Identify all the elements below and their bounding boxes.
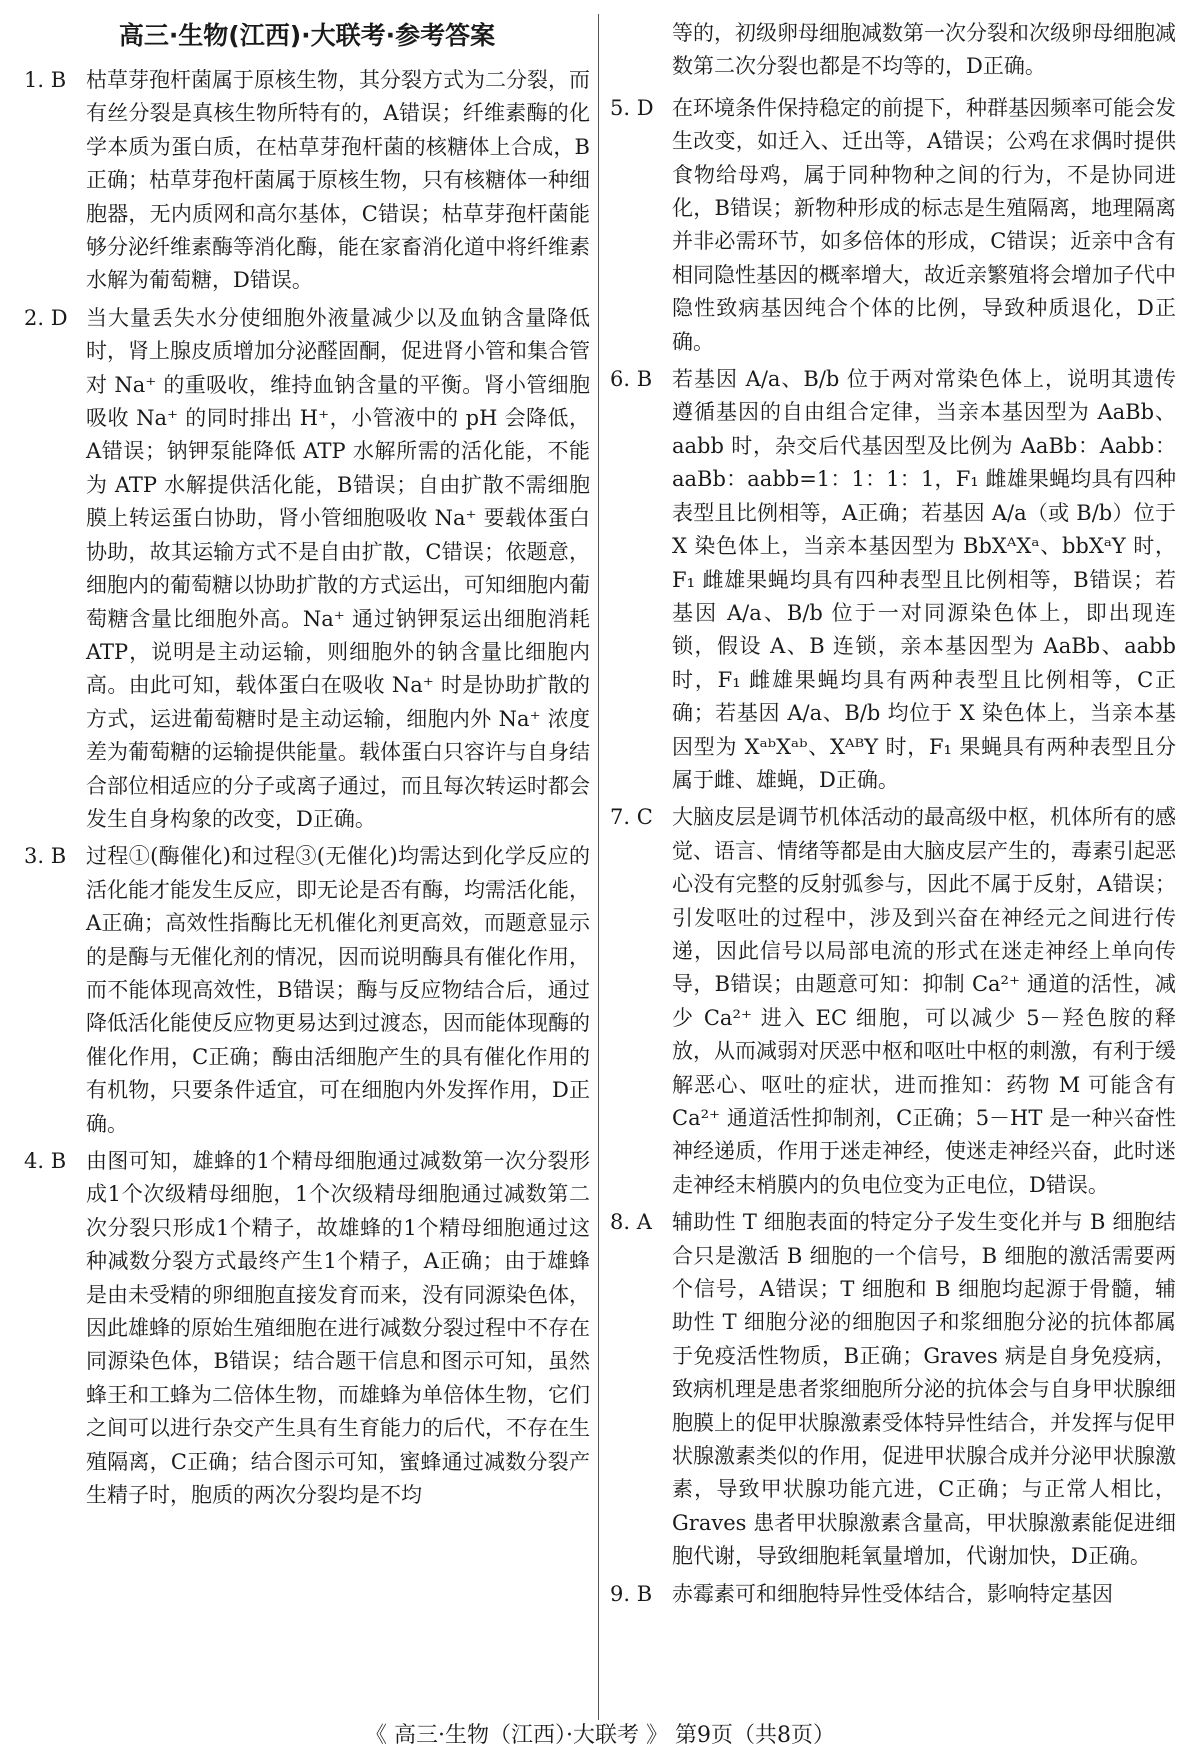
answer-item-7 [610, 801, 1176, 1202]
answer-item-1 [24, 64, 590, 298]
answer-item-4 [24, 1145, 590, 1512]
answer-item-2 [24, 302, 590, 837]
answer-number: 2. D [24, 305, 68, 330]
right-column [610, 0, 1176, 1615]
answer-explanation: 辅助性 T 细胞表面的特定分子发生变化并与 B 细胞结合只是激活 B 细胞的一个信号，B 细胞的激活需要两个信号，A错误；T 细胞和 B 细胞均起源于骨髓，辅助性 T 细胞分泌的细胞因子和浆细胞分泌的抗体都属于免疫活性物质，B正确；Graves 病是自身免疫病，致病机理是患者浆细胞所分泌的抗体会与自身甲状腺细胞膜上的促甲状腺激素受体特异性结合，并发挥与促甲状腺激素类似的作用，促进甲状腺合成并分泌甲状腺激素，导致甲状腺功能亢进，C正确；与正常人相比，Graves 患者甲状腺激素含量高，甲状腺激素能促进细胞代谢，导致细胞耗氧量增加，代谢加快，D正确。 [672, 1210, 1176, 1569]
answer-number: 8. A [610, 1210, 652, 1235]
answer-item-8 [610, 1206, 1176, 1573]
answer-number: 4. B [24, 1149, 67, 1173]
column-divider [598, 14, 599, 1720]
answer-number: 9. B [610, 1581, 653, 1606]
page-title: 高三·生物(江西)·大联考·参考答案 [118, 21, 496, 50]
answer-explanation: 由图可知，雄蜂的1个精母细胞通过减数第一次分裂形成1个次级精母细胞，1个次级精母细胞通过减数第二次分裂只形成1个精子，故雄蜂的1个精母细胞通过这种减数分裂方式最终产生1个精子，A正确；由于雄蜂是由未受精的卵细胞直接发育而来，没有同源染色体，因此雄蜂的原始生殖细胞在进行减数分裂过程中不存在同源染色体，B错误；结合题干信息和图示可知，虽然蜂王和工蜂为二倍体生物，而雄蜂为单倍体生物，它们之间可以进行杂交产生具有生育能力的后代，不存在生殖隔离，C正确；结合图示可知，蜜蜂通过减数分裂产生精子时，胞质的两次分裂均是不均 [86, 1149, 590, 1508]
answer-number: 1. B [24, 68, 67, 92]
answer-item-3 [24, 840, 590, 1141]
answer-explanation: 在环境条件保持稳定的前提下，种群基因频率可能会发生改变，如迁入、迁出等，A错误；公鸡在求偶时提供食物给母鸡，属于同种物种之间的行为，不是协同进化，B错误；新物种形成的标志是生殖隔离，地理隔离并非必需环节，如多倍体的形成，C错误；近亲中含有相同隐性基因的概率增大，故近亲繁殖将会增加子代中隐性致病基因纯合个体的比例，导致种质退化，D正确。 [672, 95, 1176, 354]
answer-explanation: 过程①(酶催化)和过程③(无催化)均需达到化学反应的活化能才能发生反应，即无论是否有酶，均需活化能，A正确；高效性指酶比无机催化剂更高效，而题意显示的是酶与无催化剂的情况，因而说明酶具有催化作用，而不能体现高效性，B错误；酶与反应物结合后，通过降低活化能使反应物更易达到过渡态，因而能体现酶的催化作用，C正确；酶由活细胞产生的具有催化作用的有机物，只要条件适宜，可在细胞内外发挥作用，D正确。 [86, 844, 590, 1136]
answer-item-6 [610, 363, 1176, 797]
answer-number: 3. B [24, 844, 67, 869]
answer-4-continuation: 等的，初级卵母细胞减数第一次分裂和次级卵母细胞减数第二次分裂也都是不均等的，D正确。 [672, 21, 1176, 79]
answer-number: 5. D [610, 95, 654, 120]
answer-item-9 [610, 1578, 1176, 1611]
answer-explanation: 枯草芽孢杆菌属于原核生物，其分裂方式为二分裂，而有丝分裂是真核生物所特有的，A错误；纤维素酶的化学本质为蛋白质，在枯草芽孢杆菌的核糖体上合成，B正确；枯草芽孢杆菌属于原核生物，只有核糖体一种细胞器，无内质网和高尔基体，C错误；枯草芽孢杆菌能够分泌纤维素酶等消化酶，能在家畜消化道中将纤维素水解为葡萄糖，D错误。 [86, 68, 590, 293]
answer-explanation: 若基因 A/a、B/b 位于两对常染色体上，说明其遗传遵循基因的自由组合定律，当亲本基因型为 AaBb、aabb 时，杂交后代基因型及比例为 AaBb：Aabb：aaBb：aabb=1：1：1：1，F₁ 雌雄果蝇均具有四种表型且比例相等，A正确；若基因 A/a（或 B/b）位于 X 染色体上，当亲本基因型为 BbXᴬXᵃ、bbXᵃY 时，F₁ 雌雄果蝇均具有四种表型且比例相等，B错误；若基因 A/a、B/b 位于一对同源染色体上，即出现连锁，假设 A、B 连锁，亲本基因型为 AaBb、aabb 时，F₁ 雌雄果蝇均具有两种表型且比例相等，C正确；若基因 A/a、B/b 均位于 X 染色体上，当亲本基因型为 XᵃᵇXᵃᵇ、XᴬᴮY 时，F₁ 果蝇具有两种表型且分属于雌、雄蝇，D正确。 [672, 367, 1176, 792]
page-footer: 《 高三·生物（江西）·大联考 》 第9页（共8页） [365, 1723, 835, 1748]
answer-number: 6. B [610, 367, 653, 392]
answer-number: 7. C [610, 805, 653, 830]
answer-item-5 [610, 92, 1176, 359]
answer-explanation: 大脑皮层是调节机体活动的最高级中枢，机体所有的感觉、语言、情绪等都是由大脑皮层产生的，毒素引起恶心没有完整的反射弧参与，因此不属于反射，A错误；引发呕吐的过程中，涉及到兴奋在神经元之间进行传递，因此信号以局部电流的形式在迷走神经上单向传导，B错误；由题意可知：抑制 Ca²⁺ 通道的活性，减少 Ca²⁺ 进入 EC 细胞，可以减少 5－羟色胺的释放，从而减弱对厌恶中枢和呕吐中枢的刺激，有利于缓解恶心、呕吐的症状，进而推知：药物 M 可能含有 Ca²⁺ 通道活性抑制剂，C正确；5－HT 是一种兴奋性神经递质，作用于迷走神经，使迷走神经兴奋，此时迷走神经末梢膜内的负电位变为正电位，D错误。 [672, 805, 1176, 1197]
answer-explanation: 赤霉素可和细胞特异性受体结合，影响特定基因 [672, 1581, 1113, 1606]
answer-explanation: 当大量丢失水分使细胞外液量减少以及血钠含量降低时，肾上腺皮质增加分泌醛固酮，促进肾小管和集合管对 Na⁺ 的重吸收，维持血钠含量的平衡。肾小管细胞吸收 Na⁺ 的同时排出 H⁺，小管液中的 pH 会降低，A错误；钠钾泵能降低 ATP 水解所需的活化能，不能为 ATP 水解提供活化能，B错误；自由扩散不需细胞膜上转运蛋白协助，肾小管细胞吸收 Na⁺ 要载体蛋白协助，故其运输方式不是自由扩散，C错误；依题意，细胞内的葡萄糖以协助扩散的方式运出，可知细胞内葡萄糖含量比细胞外高。Na⁺ 通过钠钾泵运出细胞消耗 ATP，说明是主动运输，则细胞外的钠含量比细胞内高。由此可知，载体蛋白在吸收 Na⁺ 时是协助扩散的方式，运进葡萄糖时是主动运输，细胞内外 Na⁺ 浓度差为葡萄糖的运输提供能量。载体蛋白只容许与自身结合部位相适应的分子或离子通过，而且每次转运时都会发生自身构象的改变，D正确。 [86, 305, 590, 831]
left-column [24, 0, 590, 1516]
